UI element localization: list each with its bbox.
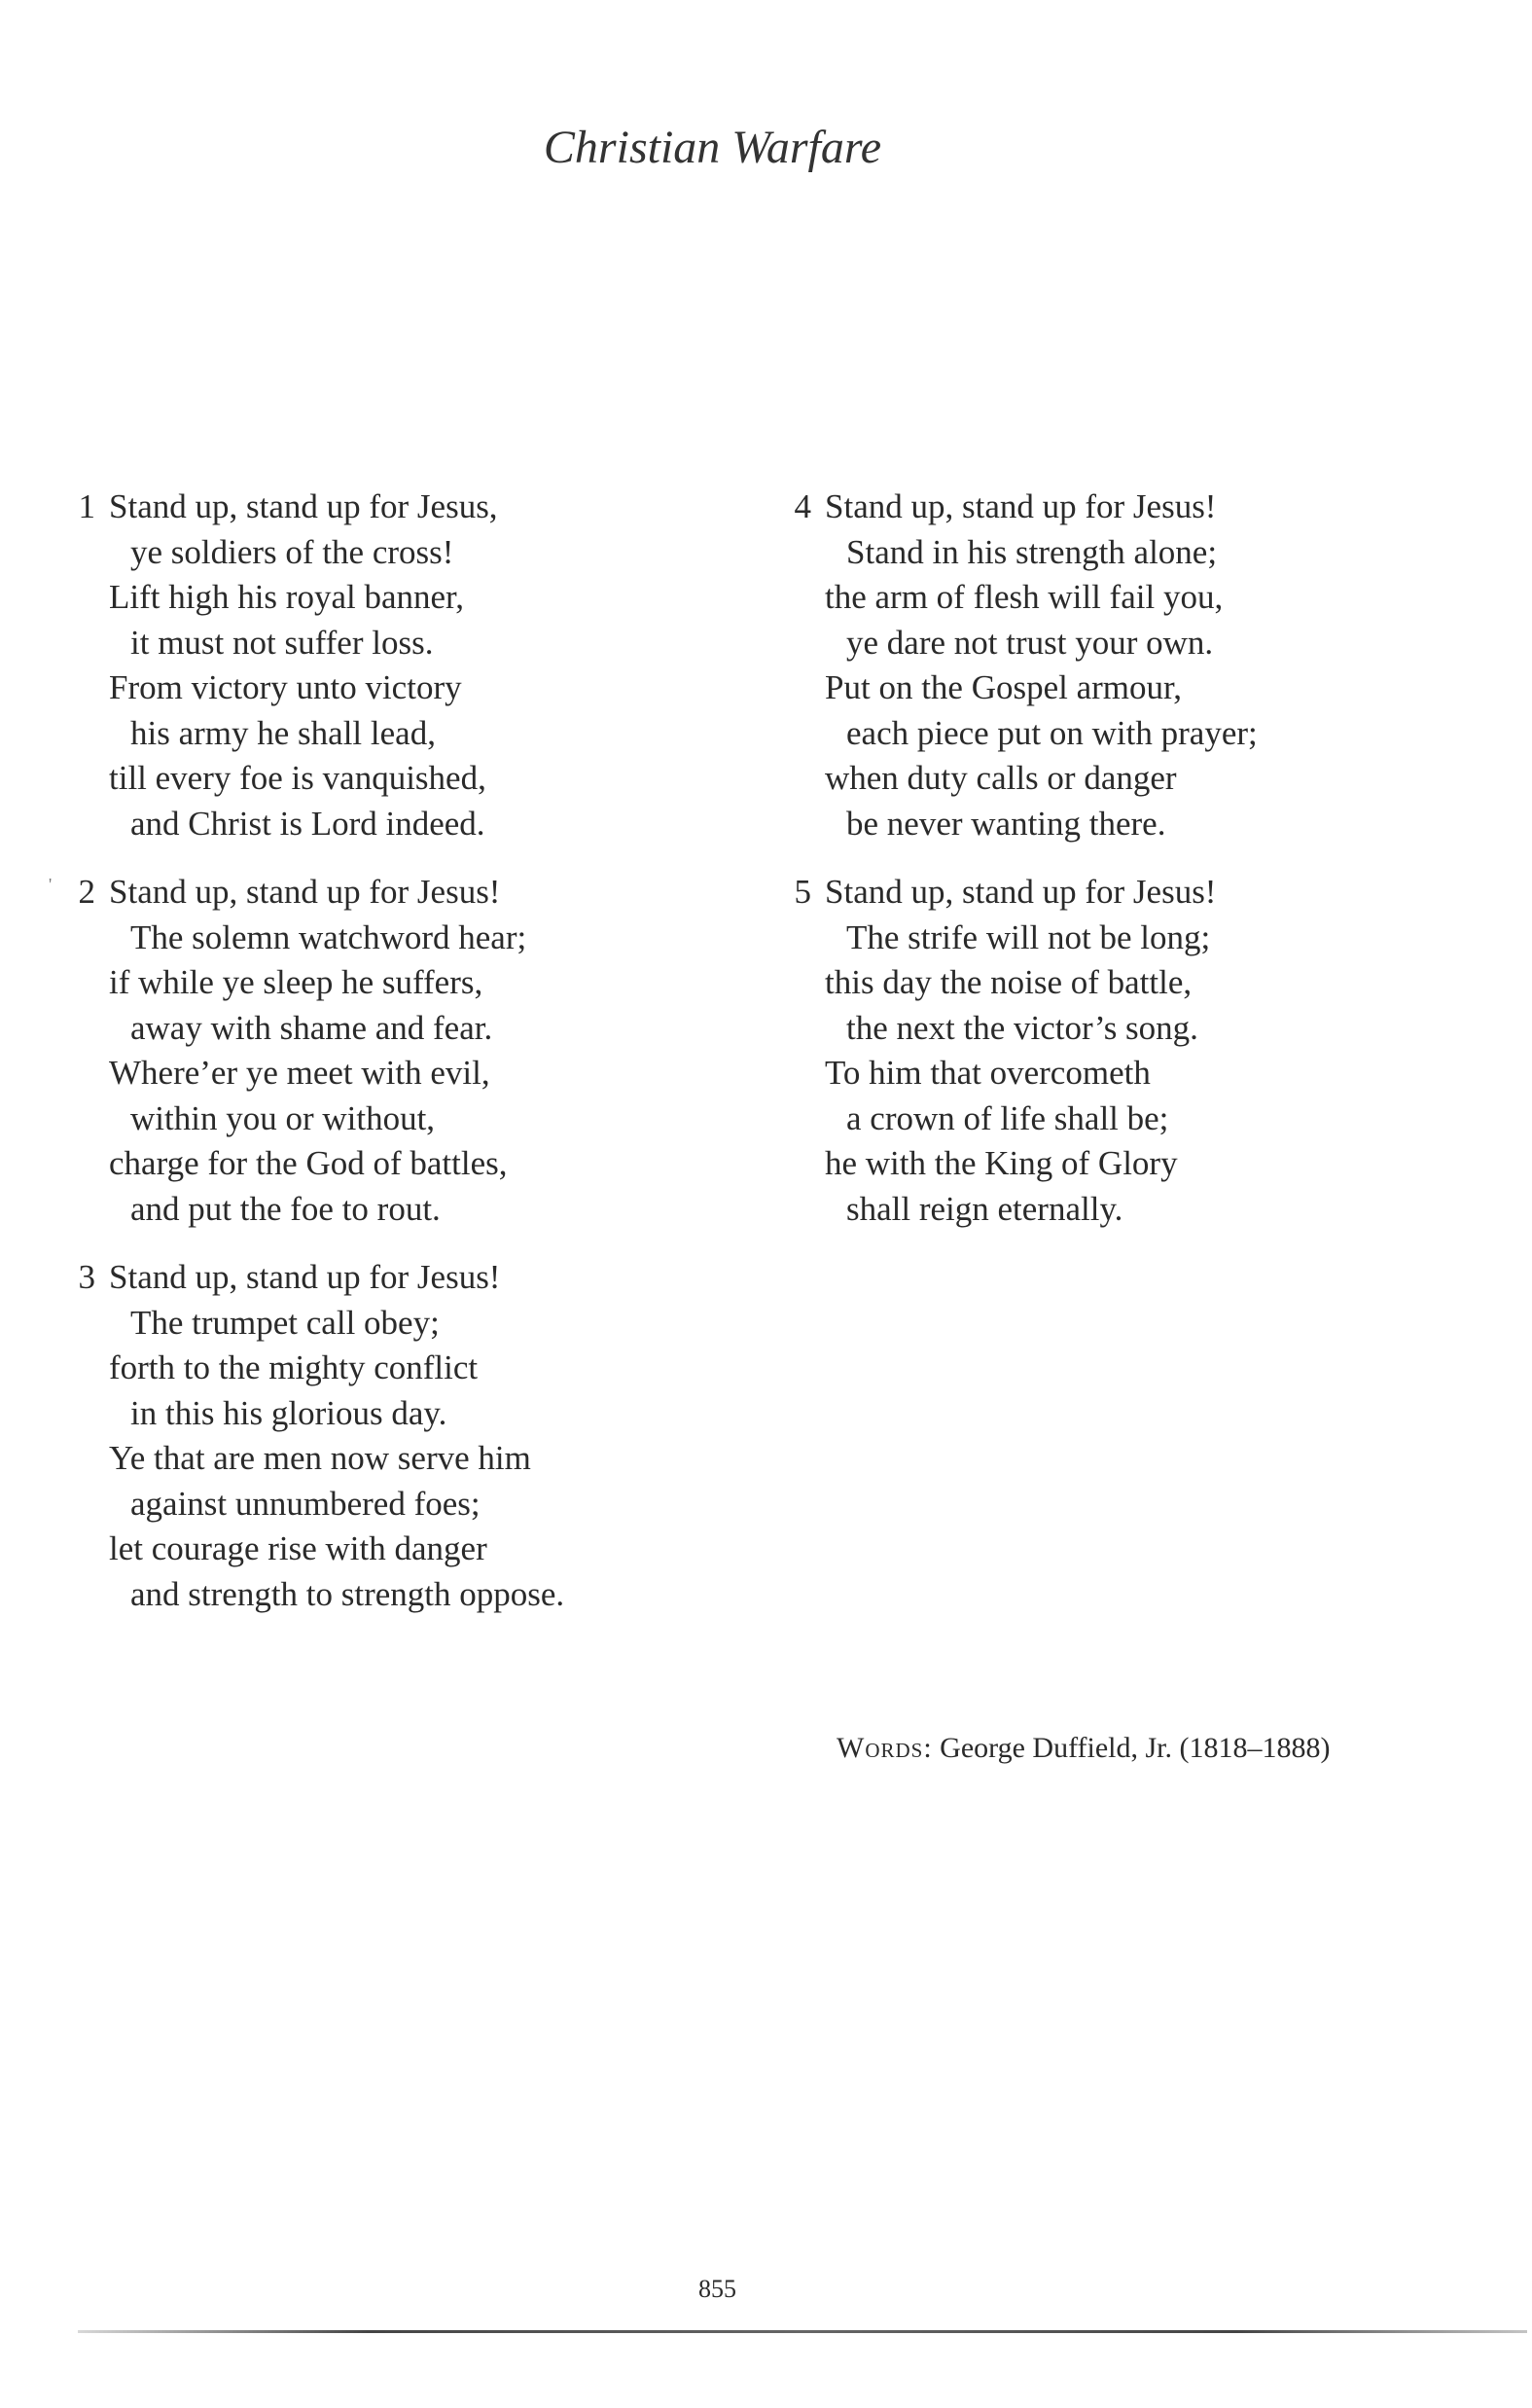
- verse-number: 1: [78, 487, 95, 525]
- verse-line: Stand in his strength alone;: [846, 532, 1218, 571]
- credit-label: Words:: [837, 1732, 933, 1764]
- verse-line: To him that overcometh: [825, 1054, 1151, 1092]
- verse-line: be never wanting there.: [846, 804, 1166, 843]
- verse-line: if while ye sleep he suffers,: [109, 963, 483, 1001]
- verse-line: charge for the God of battles,: [109, 1144, 508, 1182]
- verse-line: and Christ is Lord indeed.: [130, 804, 485, 843]
- verse-line: each piece put on with prayer;: [846, 713, 1258, 752]
- verse-line: let courage rise with danger: [109, 1529, 487, 1567]
- page-number: 855: [698, 2275, 736, 2303]
- verse-line: against unnumbered foes;: [130, 1484, 481, 1523]
- verse-line: forth to the mighty conflict: [109, 1348, 479, 1386]
- verse-line: Where’er ye meet with evil,: [109, 1054, 490, 1092]
- verse-line: Ye that are men now serve him: [109, 1439, 531, 1477]
- verse-line: it must not suffer loss.: [130, 623, 434, 662]
- words-credit: [837, 1732, 1331, 1765]
- verse-line: Stand up, stand up for Jesus!: [109, 873, 501, 911]
- verse-line: when duty calls or danger: [825, 759, 1177, 797]
- verse-line: ye soldiers of the cross!: [130, 532, 454, 571]
- verse-line: within you or without,: [130, 1098, 436, 1137]
- verse-line: The trumpet call obey;: [130, 1303, 440, 1342]
- verse-line: and strength to strength oppose.: [130, 1574, 565, 1613]
- verse-line: and put the foe to rout.: [130, 1189, 441, 1228]
- verse-line: The strife will not be long;: [846, 917, 1211, 956]
- verse-line: shall reign eternally.: [846, 1189, 1123, 1228]
- verse-line: Stand up, stand up for Jesus!: [825, 873, 1217, 911]
- verse-line: Lift high his royal banner,: [109, 578, 465, 616]
- verse-line: ye dare not trust your own.: [846, 623, 1214, 662]
- verse-line: the next the victor’s song.: [846, 1008, 1198, 1047]
- hymn-title: Christian Warfare: [543, 122, 882, 173]
- verse-line: away with shame and fear.: [130, 1008, 493, 1047]
- verse-line: Put on the Gospel armour,: [825, 668, 1183, 706]
- verse-mark: ': [49, 875, 53, 894]
- verse-line: till every foe is vanquished,: [109, 759, 486, 797]
- verse-line: he with the King of Glory: [825, 1144, 1178, 1182]
- verse-number: 3: [78, 1258, 95, 1296]
- footer-rule: [78, 2330, 1527, 2333]
- verse-line: From victory unto victory: [109, 668, 462, 706]
- verse-line: a crown of life shall be;: [846, 1098, 1169, 1137]
- verse-number: 4: [794, 487, 811, 525]
- verse-line: the arm of flesh will fail you,: [825, 578, 1224, 616]
- verse-line: Stand up, stand up for Jesus,: [109, 487, 498, 525]
- verse-line: this day the noise of battle,: [825, 963, 1193, 1001]
- verse-number: 5: [794, 873, 811, 911]
- verse-line: Stand up, stand up for Jesus!: [109, 1258, 501, 1296]
- verse-line: in this his glorious day.: [130, 1393, 447, 1432]
- verse-line: his army he shall lead,: [130, 713, 436, 752]
- verse-line: The solemn watchword hear;: [130, 917, 527, 956]
- verse-line: Stand up, stand up for Jesus!: [825, 487, 1217, 525]
- verse-number: [49, 870, 95, 916]
- credit-text: George Duffield, Jr. (1818–1888): [932, 1732, 1331, 1764]
- verse-number-text: 2: [78, 873, 95, 911]
